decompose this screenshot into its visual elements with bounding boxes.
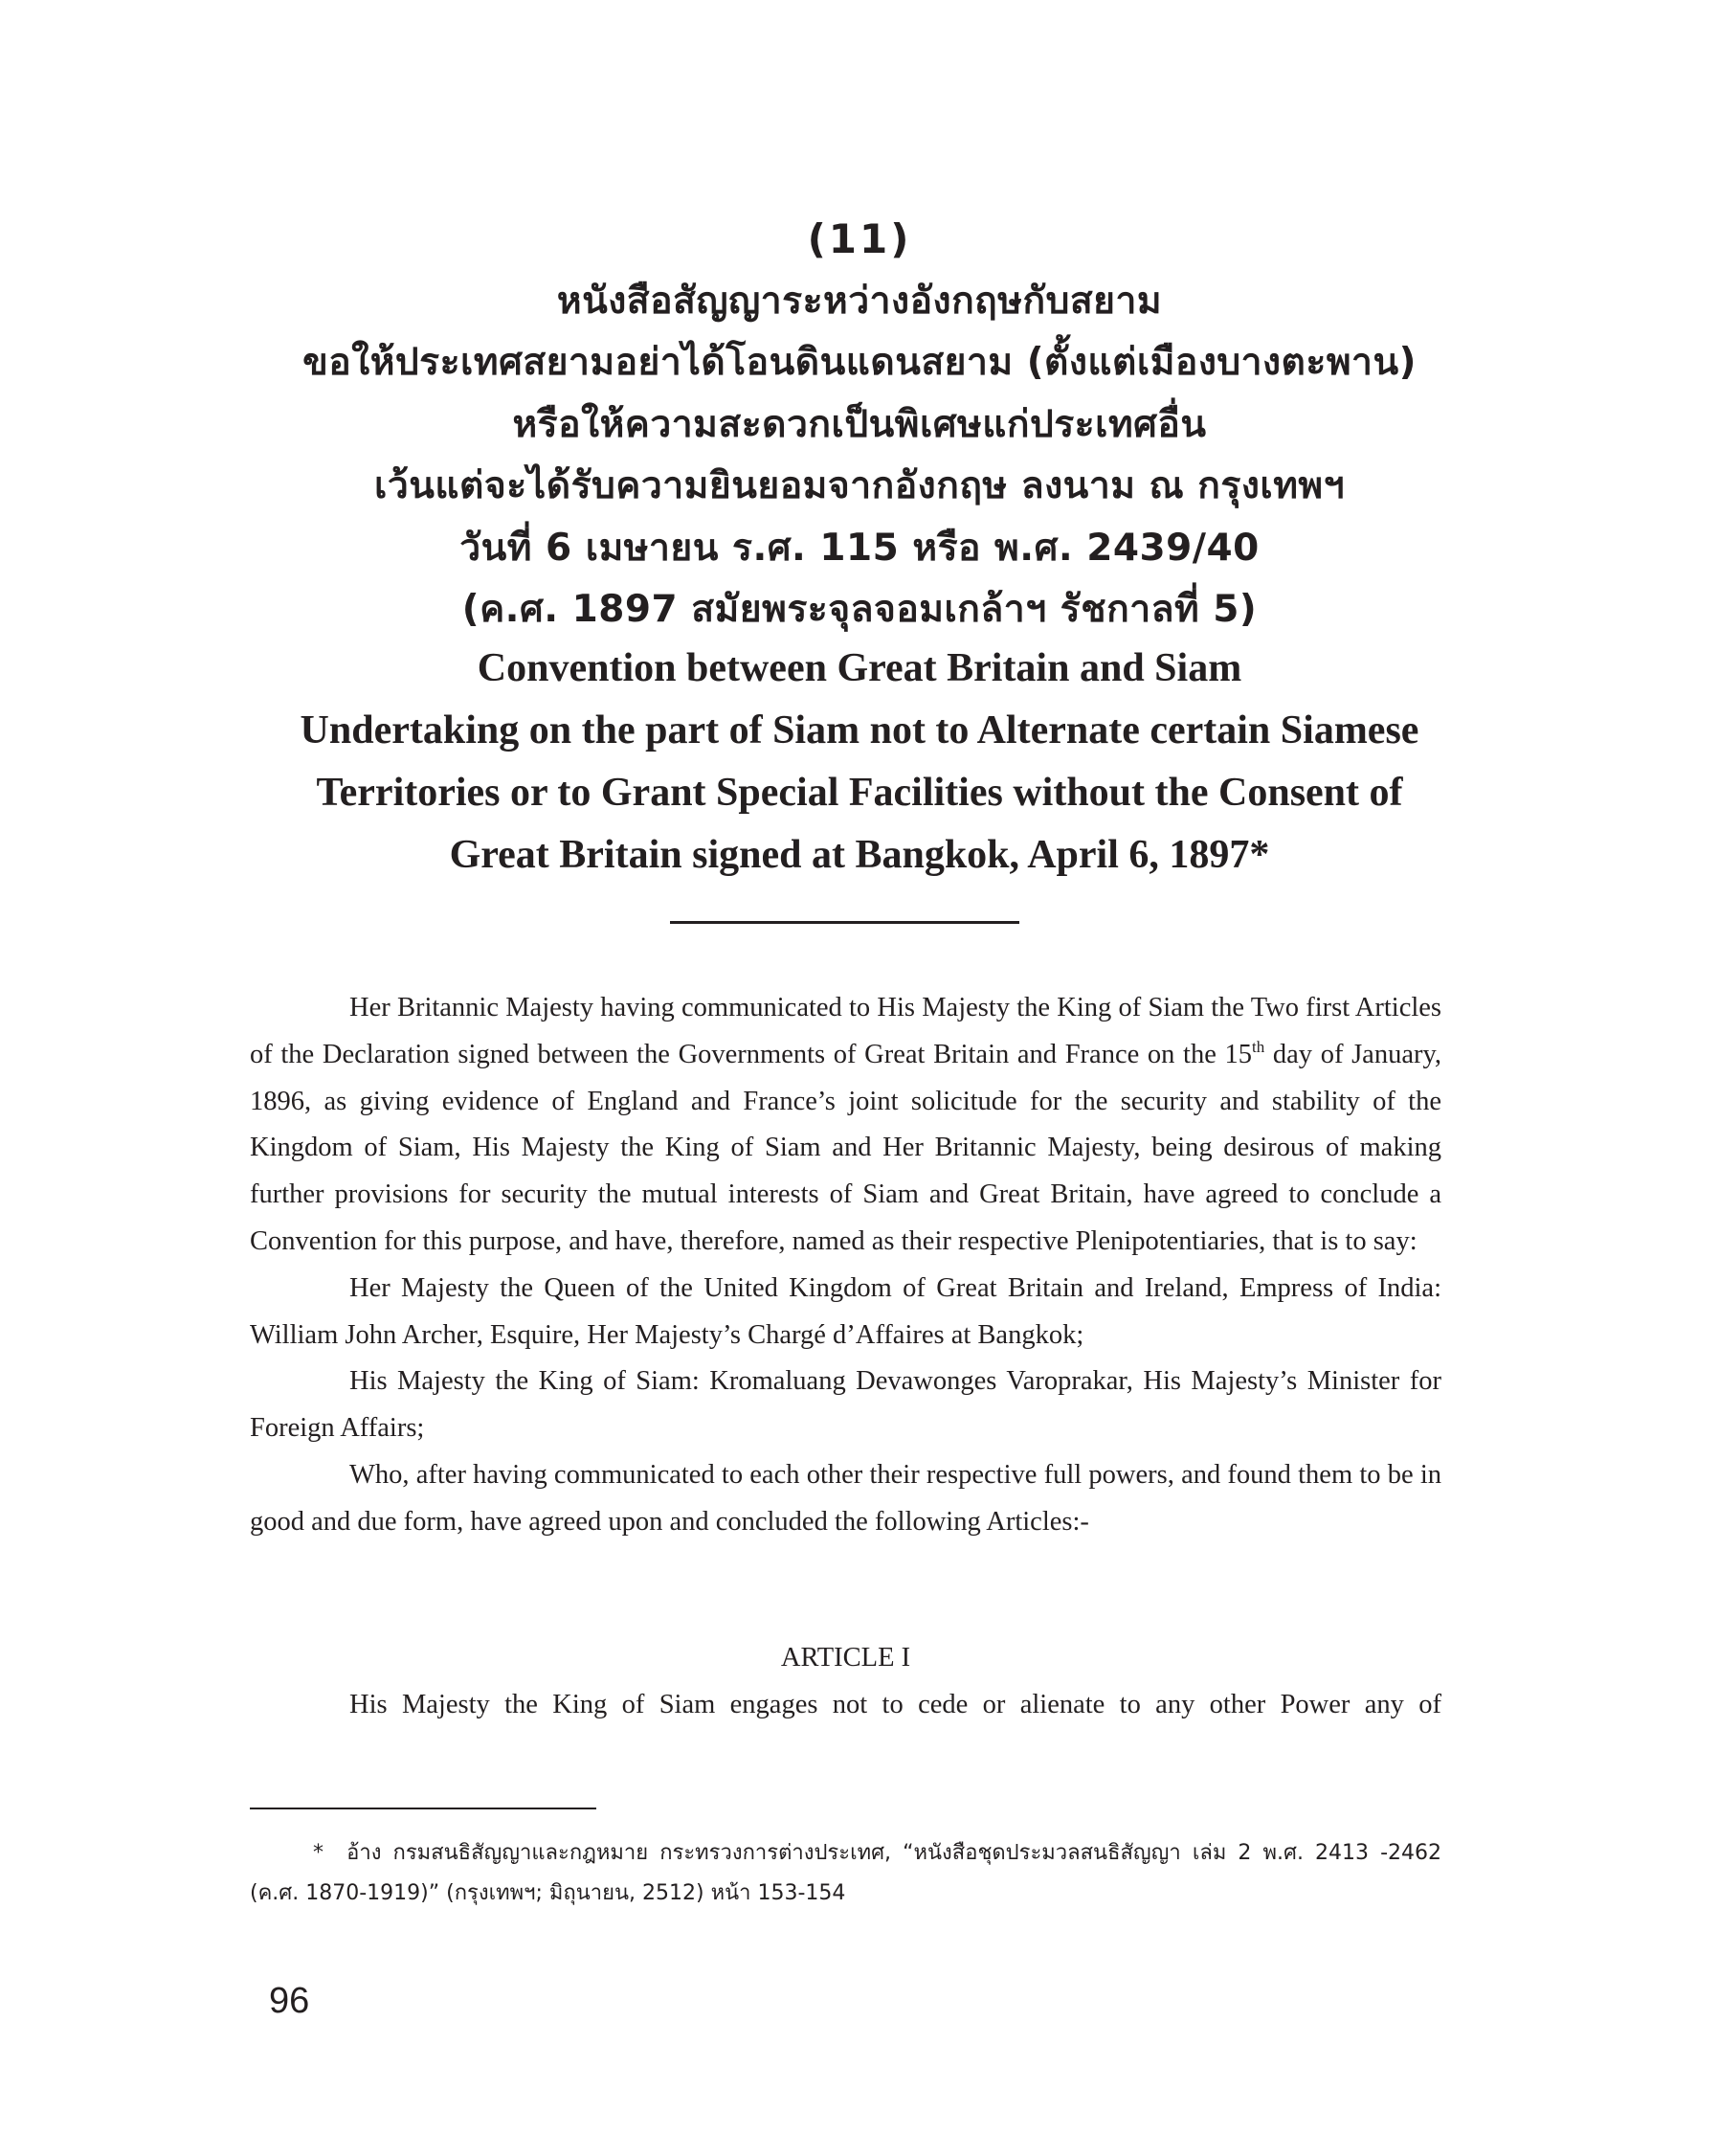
thai-title-line-4: เว้นแต่จะได้รับความยินยอมจากอังกฤษ ลงนาม ณ กรุงเทพฯ	[373, 464, 1346, 507]
paragraph-king-plenipotentiary: His Majesty the King of Siam: Kromaluang Devawonges Varoprakar, His Majesty’s Minister for Foreign Affairs;	[250, 1366, 1441, 1444]
english-title-line-1: Convention between Great Britain and Siam	[477, 646, 1242, 690]
footnote-divider	[250, 1808, 596, 1809]
paragraph-queen-plenipotentiary: Her Majesty the Queen of the United Kingdom of Great Britain and Ireland, Empress of India: William John Archer, Esquire, Her Majesty’s Chargé d’Affaires at Bangkok;	[250, 1272, 1441, 1350]
preamble-text-b: day of January, 1896, as giving evidence of England and France’s joint solicitude for the security and stability of the Kingdom of Siam, His Majesty the King of Siam and Her Britannic Majesty, being desirous of making further provisions for security the mutual interests of Siam and Great Britain, have agreed to conclude a Convention for this purpose, and have, therefore, named as their respective Plenipotentiaries, that is to say:	[250, 1039, 1441, 1256]
thai-title-line-3: หรือให้ความสะดวกเป็นพิเศษแก่ประเทศอื่น	[512, 402, 1207, 446]
page-number: 96	[269, 1981, 310, 2021]
english-title-line-2: Undertaking on the part of Siam not to Alternate certain Siamese	[300, 708, 1419, 752]
ordinal-superscript: th	[1252, 1037, 1265, 1056]
body-text	[250, 985, 1441, 1546]
footnote-marker: *	[313, 1841, 324, 1865]
thai-title-line-6: (ค.ศ. 1897 สมัยพระจุลจอมเกล้าฯ รัชกาลที่ 5)	[461, 588, 1258, 631]
article-heading: ARTICLE I	[780, 1643, 911, 1673]
preamble-text-a: Her Britannic Majesty having communicated to His Majesty the King of Siam the Two first Articles of the Declaration signed between the Governments of Great Britain and France on the 15	[250, 993, 1441, 1069]
thai-title-line-1: หนังสือสัญญาระหว่างอังกฤษกับสยาม	[556, 279, 1163, 323]
document-number: (11)	[807, 215, 912, 262]
english-title-line-4: Great Britain signed at Bangkok, April 6, 1897*	[449, 833, 1270, 877]
article-text: His Majesty the King of Siam engages not to cede or alienate to any other Power any of	[349, 1690, 1441, 1719]
thai-title-line-5: วันที่ 6 เมษายน ร.ศ. 115 หรือ พ.ศ. 2439/40	[459, 526, 1260, 570]
english-title-block	[191, 638, 1528, 887]
footnote	[250, 1833, 1441, 1914]
paragraph-preamble	[250, 985, 1441, 1266]
paragraph-agreement: Who, after having communicated to each other their respective full powers, and found them to be in good and due form, have agreed upon and concluded the following Articles:-	[250, 1459, 1441, 1537]
thai-title-line-2: ขอให้ประเทศสยามอย่าได้โอนดินแดนสยาม (ตั้งแต่เมืองบางตะพาน)	[302, 341, 1417, 384]
footnote-text: อ้าง กรมสนธิสัญญาและกฎหมาย กระทรวงการต่างประเทศ, “หนังสือชุดประมวลสนธิสัญญา เล่ม 2 พ.ศ. 2413 -2462 (ค.ศ. 1870-1919)” (กรุงเทพฯ; มิถุนายน, 2512) หน้า 153-154	[250, 1841, 1441, 1905]
english-title-line-3: Territories or to Grant Special Facilities without the Consent of	[316, 771, 1403, 815]
title-divider	[670, 921, 1019, 924]
thai-title-block	[191, 209, 1528, 641]
